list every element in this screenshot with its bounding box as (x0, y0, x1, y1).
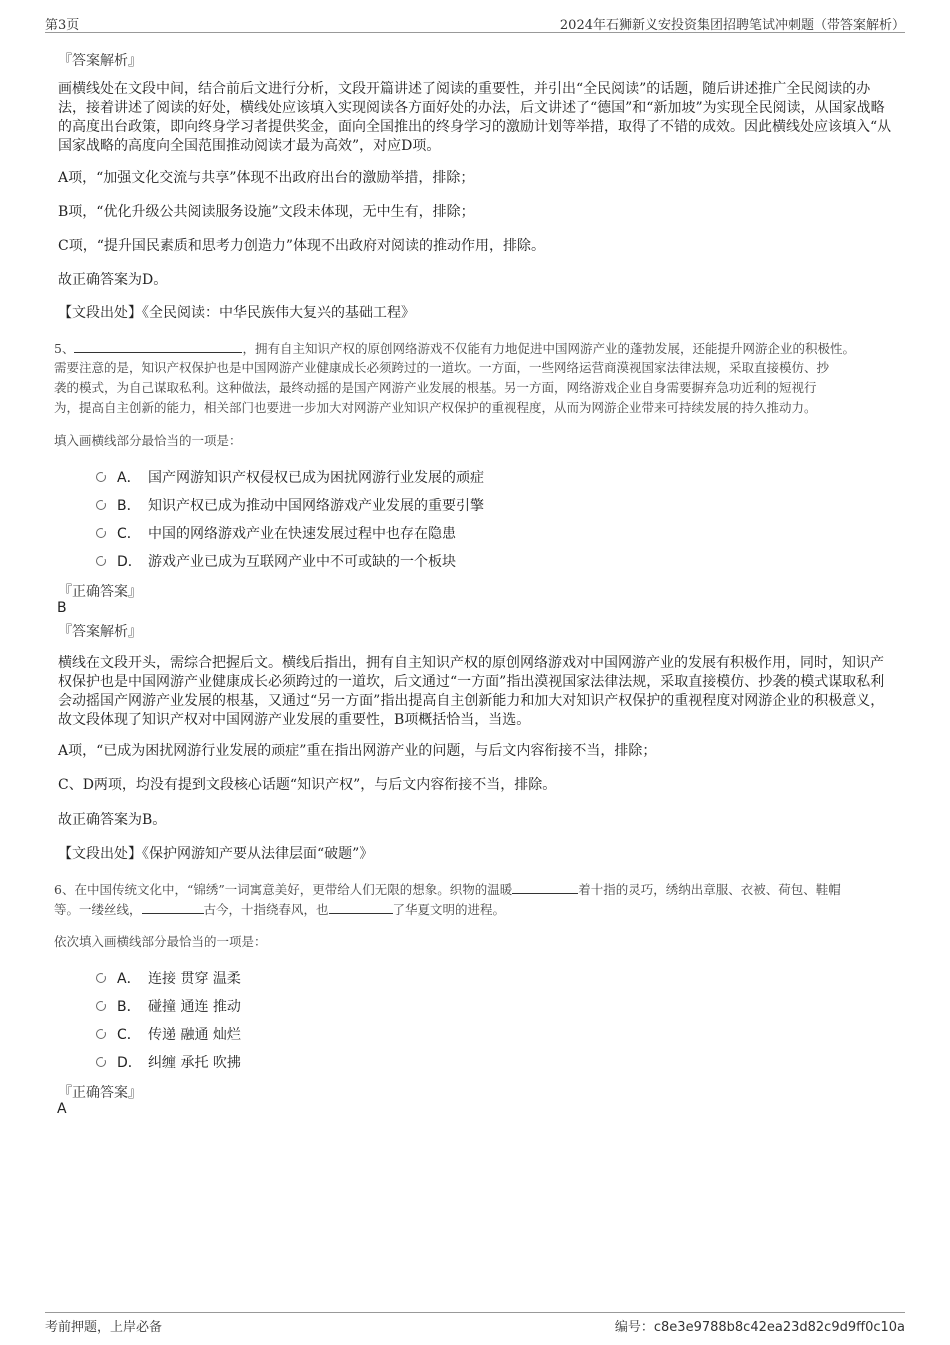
option-note-a: A项，“已成为困扰网游行业发展的顽症”重在指出网游产业的问题，与后文内容衔接不当，排除； (58, 743, 657, 759)
radio-button[interactable] (96, 528, 106, 538)
option-text: 游戏产业已成为互联网产业中不可或缺的一个板块 (148, 554, 456, 570)
source-citation: 【文段出处】《保护网游知产要从法律层面“破题”》 (58, 846, 374, 862)
option-letter: B． (117, 999, 141, 1015)
radio-button[interactable] (96, 472, 106, 482)
question-stem-line: 需要注意的是，知识产权保护也是中国网游产业健康成长必须跨过的一道坎。一方面，一些网络运营商漠视国家法律法规，采取直接模仿、抄 (54, 360, 830, 375)
radio-button[interactable] (96, 1057, 106, 1067)
option-note-a: A项，“加强文化交流与共享”体现不出政府出台的激励举措，排除； (58, 170, 475, 186)
question-prompt: 填入画横线部分最恰当的一项是： (54, 433, 242, 448)
code-value: c8e3e9788b8c42ea23d82c9d9ff0c10a (653, 1320, 905, 1335)
source-citation: 【文段出处】《全民阅读：中华民族伟大复兴的基础工程》 (58, 305, 415, 321)
option-letter: A． (117, 470, 141, 486)
option-letter: B． (117, 498, 141, 514)
option-text: 传递 融通 灿烂 (148, 1027, 241, 1043)
question-prompt: 依次填入画横线部分最恰当的一项是： (54, 934, 267, 949)
footer-slogan: 考前押题，上岸必备 (45, 1320, 163, 1335)
code-label: 编号： (614, 1320, 654, 1335)
option-text: 纠缠 承托 吹拂 (148, 1055, 241, 1071)
fill-blank (74, 340, 242, 353)
question-5-stem (54, 338, 896, 359)
option-text: 中国的网络游戏产业在快速发展过程中也存在隐患 (148, 526, 456, 542)
correct-answer: A (57, 1101, 67, 1117)
option-text: 国产网游知识产权侵权已成为困扰网游行业发展的顽症 (148, 470, 484, 486)
question-stem-text: 等。一缕丝线， (54, 902, 142, 917)
radio-button[interactable] (96, 500, 106, 510)
question-6-stem (54, 879, 841, 900)
fill-blank (142, 901, 204, 914)
radio-button[interactable] (96, 556, 106, 566)
fill-blank (329, 901, 393, 914)
page-number: 第3页 (45, 18, 80, 33)
option-letter: A． (117, 971, 141, 987)
question-number: 5、 (54, 341, 75, 356)
document-title: 2024年石狮新义安投资集团招聘笔试冲刺题（带答案解析） (559, 18, 905, 33)
answer-analysis-label: 『答案解析』 (58, 53, 142, 69)
option-note-b: B项，“优化升级公共阅读服务设施”文段未体现，无中生有，排除； (58, 204, 475, 220)
question-stem-text: 6、在中国传统文化中，“锦绣”一词寓意美好，更带给人们无限的想象。织物的温暖 (54, 882, 513, 897)
question-6-stem-line (54, 899, 505, 920)
question-stem-line: 袭的模式，为自己谋取私利。这种做法，最终动摇的是国产网游产业发展的根基。另一方面，网络游戏企业自身需要摒弃急功近利的短视行 (54, 380, 817, 395)
radio-button[interactable] (96, 1001, 106, 1011)
question-stem-text: 古今，十指绕春风，也 (203, 902, 329, 917)
fill-blank (512, 881, 578, 894)
option-text: 连接 贯穿 温柔 (148, 971, 241, 987)
page-header (45, 12, 905, 33)
option-letter: D． (117, 1055, 142, 1071)
radio-button[interactable] (96, 1029, 106, 1039)
correct-answer: B (57, 600, 67, 616)
page-footer (45, 1312, 905, 1335)
answer-analysis-text: 横线在文段开头，需综合把握后文。横线后指出，拥有自主知识产权的原创网络游戏对中国网游产业的发展有积极作用，同时，知识产权保护也是中国网游产业健康成长必须跨过的一道坎，后文通过“一方面”指出漠视国家法律法规，采取直接模仿、抄袭的模式谋取私利会动摇国产网游产业发展的根基，又通过“另一方面”指出提高自主创新能力和加大对知识产权保护的重视程度对网游企业的积极意义，故文段体现了知识产权对中国网游产业发展的重要性，B项概括恰当，当选。 (58, 655, 885, 728)
option-note-cd: C、D两项，均没有提到文段核心话题“知识产权”，与后文内容衔接不当，排除。 (58, 777, 557, 793)
document-code (615, 1316, 905, 1335)
conclusion: 故正确答案为B。 (58, 812, 167, 828)
option-text: 碰撞 通连 推动 (148, 999, 241, 1015)
option-note-c: C项，“提升国民素质和思考力创造力”体现不出政府对阅读的推动作用，排除。 (58, 238, 546, 254)
answer-analysis-text: 画横线处在文段中间，结合前后文进行分析，文段开篇讲述了阅读的重要性，并引出“全民阅读”的话题，随后讲述推广全民阅读的办法，接着讲述了阅读的好处，横线处应该填入实现阅读各方面好处的办法，后文讲述了“德国”和“新加坡”为实现全民阅读，从国家战略的高度出台政策，即向终身学习者提供奖金，面向全国推出的终身学习的激励计划等举措，取得了不错的成效。因此横线处应该填入“从国家战略的高度向全国范围推动阅读才最为高效”，对应D项。 (58, 81, 892, 154)
question-stem-text: ，拥有自主知识产权的原创网络游戏不仅能有力地促进中国网游产业的蓬勃发展，还能提升网游企业的积极性。 (242, 341, 855, 356)
question-stem-line: 为，提高自主创新的能力，相关部门也要进一步加大对网游产业知识产权保护的重视程度，从而为网游企业带来可持续发展的持久推动力。 (54, 400, 817, 415)
conclusion: 故正确答案为D。 (58, 272, 168, 288)
option-letter: D． (117, 554, 142, 570)
option-letter: C． (117, 526, 141, 542)
option-letter: C． (117, 1027, 141, 1043)
option-text: 知识产权已成为推动中国网络游戏产业发展的重要引擎 (148, 498, 484, 514)
radio-button[interactable] (96, 973, 106, 983)
answer-analysis-label: 『答案解析』 (58, 624, 142, 640)
correct-answer-label: 『正确答案』 (58, 584, 142, 600)
correct-answer-label: 『正确答案』 (58, 1085, 142, 1101)
question-stem-text: 了华夏文明的进程。 (392, 902, 506, 917)
question-stem-text: 着十指的灵巧，绣纳出章服、衣被、荷包、鞋帽 (578, 882, 841, 897)
